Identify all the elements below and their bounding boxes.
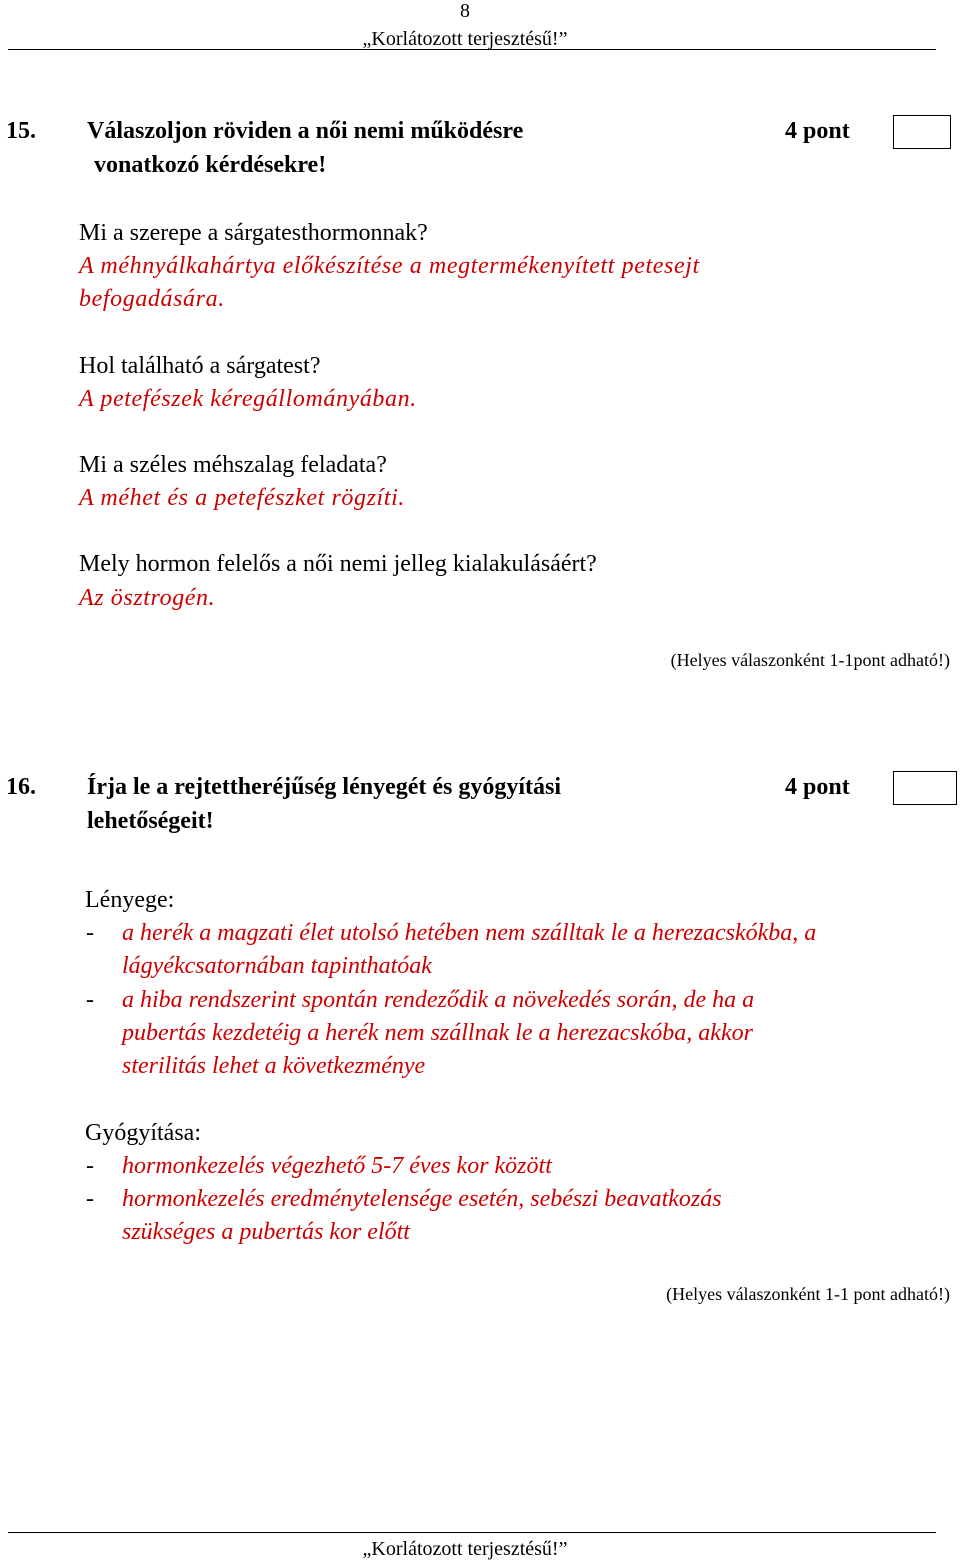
q15-question-3: Mi a széles méhszalag feladata? bbox=[79, 452, 387, 478]
q15-scoring-note: (Helyes válaszonként 1-1pont adható!) bbox=[670, 650, 950, 670]
essence-item-2-line3: sterilitás lehet a következménye bbox=[122, 1053, 426, 1079]
cure-item-1-line1: hormonkezelés végezhető 5-7 éves kor között bbox=[122, 1153, 552, 1179]
essence-item-2-line2: pubertás kezdetéig a herék nem szállnak le a herezacskóba, akkor bbox=[122, 1020, 753, 1046]
cure-item-2-line2: szükséges a pubertás kor előtt bbox=[122, 1219, 410, 1245]
question-15-title-line1: Válaszoljon röviden a női nemi működésre bbox=[87, 118, 524, 144]
question-16-points: 4 pont bbox=[785, 774, 850, 800]
question-16-title-line1: Írja le a rejtettheréjűség lényegét és gyógyítási bbox=[87, 774, 562, 800]
cure-label: Gyógyítása: bbox=[85, 1120, 201, 1146]
question-16-score-box[interactable] bbox=[893, 771, 957, 805]
header-rule bbox=[8, 49, 936, 50]
header-text: „Korlátozott terjesztésű!” bbox=[362, 28, 568, 50]
question-15-number: 15. bbox=[6, 118, 36, 144]
essence-item-1-dash: - bbox=[86, 920, 94, 946]
q15-question-1: Mi a szerepe a sárgatesthormonnak? bbox=[79, 220, 428, 246]
question-15-points: 4 pont bbox=[785, 118, 850, 144]
q15-answer-3: A méhet és a petefészket rögzíti. bbox=[79, 485, 405, 511]
question-15-score-box[interactable] bbox=[893, 115, 951, 149]
essence-label: Lényege: bbox=[85, 887, 175, 913]
q15-answer-1-line2: befogadására. bbox=[79, 286, 225, 312]
q15-answer-1-line1: A méhnyálkahártya előkészítése a megtermékenyített petesejt bbox=[79, 253, 700, 279]
q15-answer-4: Az ösztrogén. bbox=[79, 585, 216, 611]
footer-text: „Korlátozott terjesztésű!” bbox=[362, 1538, 568, 1560]
cure-item-1-dash: - bbox=[86, 1153, 94, 1179]
q16-scoring-note: (Helyes válaszonként 1-1 pont adható!) bbox=[666, 1284, 950, 1304]
question-16-number: 16. bbox=[6, 774, 36, 800]
footer-rule bbox=[8, 1532, 936, 1533]
essence-item-2-dash: - bbox=[86, 987, 94, 1013]
essence-item-1-line1: a herék a magzati élet utolsó hetében nem szálltak le a herezacskókba, a bbox=[122, 920, 817, 946]
essence-item-1-line2: lágyékcsatornában tapinthatóak bbox=[122, 953, 432, 979]
question-15-title-line2: vonatkozó kérdésekre! bbox=[94, 152, 327, 178]
question-16-title-line2: lehetőségeit! bbox=[87, 808, 214, 834]
cure-item-2-dash: - bbox=[86, 1186, 94, 1212]
q15-answer-2: A petefészek kéregállományában. bbox=[79, 386, 417, 412]
essence-item-2-line1: a hiba rendszerint spontán rendeződik a növekedés során, de ha a bbox=[122, 987, 755, 1013]
q15-question-4: Mely hormon felelős a női nemi jelleg kialakulásáért? bbox=[79, 551, 597, 577]
page-number: 8 bbox=[460, 0, 470, 22]
cure-item-2-line1: hormonkezelés eredménytelensége esetén, sebészi beavatkozás bbox=[122, 1186, 722, 1212]
q15-question-2: Hol található a sárgatest? bbox=[79, 353, 321, 379]
